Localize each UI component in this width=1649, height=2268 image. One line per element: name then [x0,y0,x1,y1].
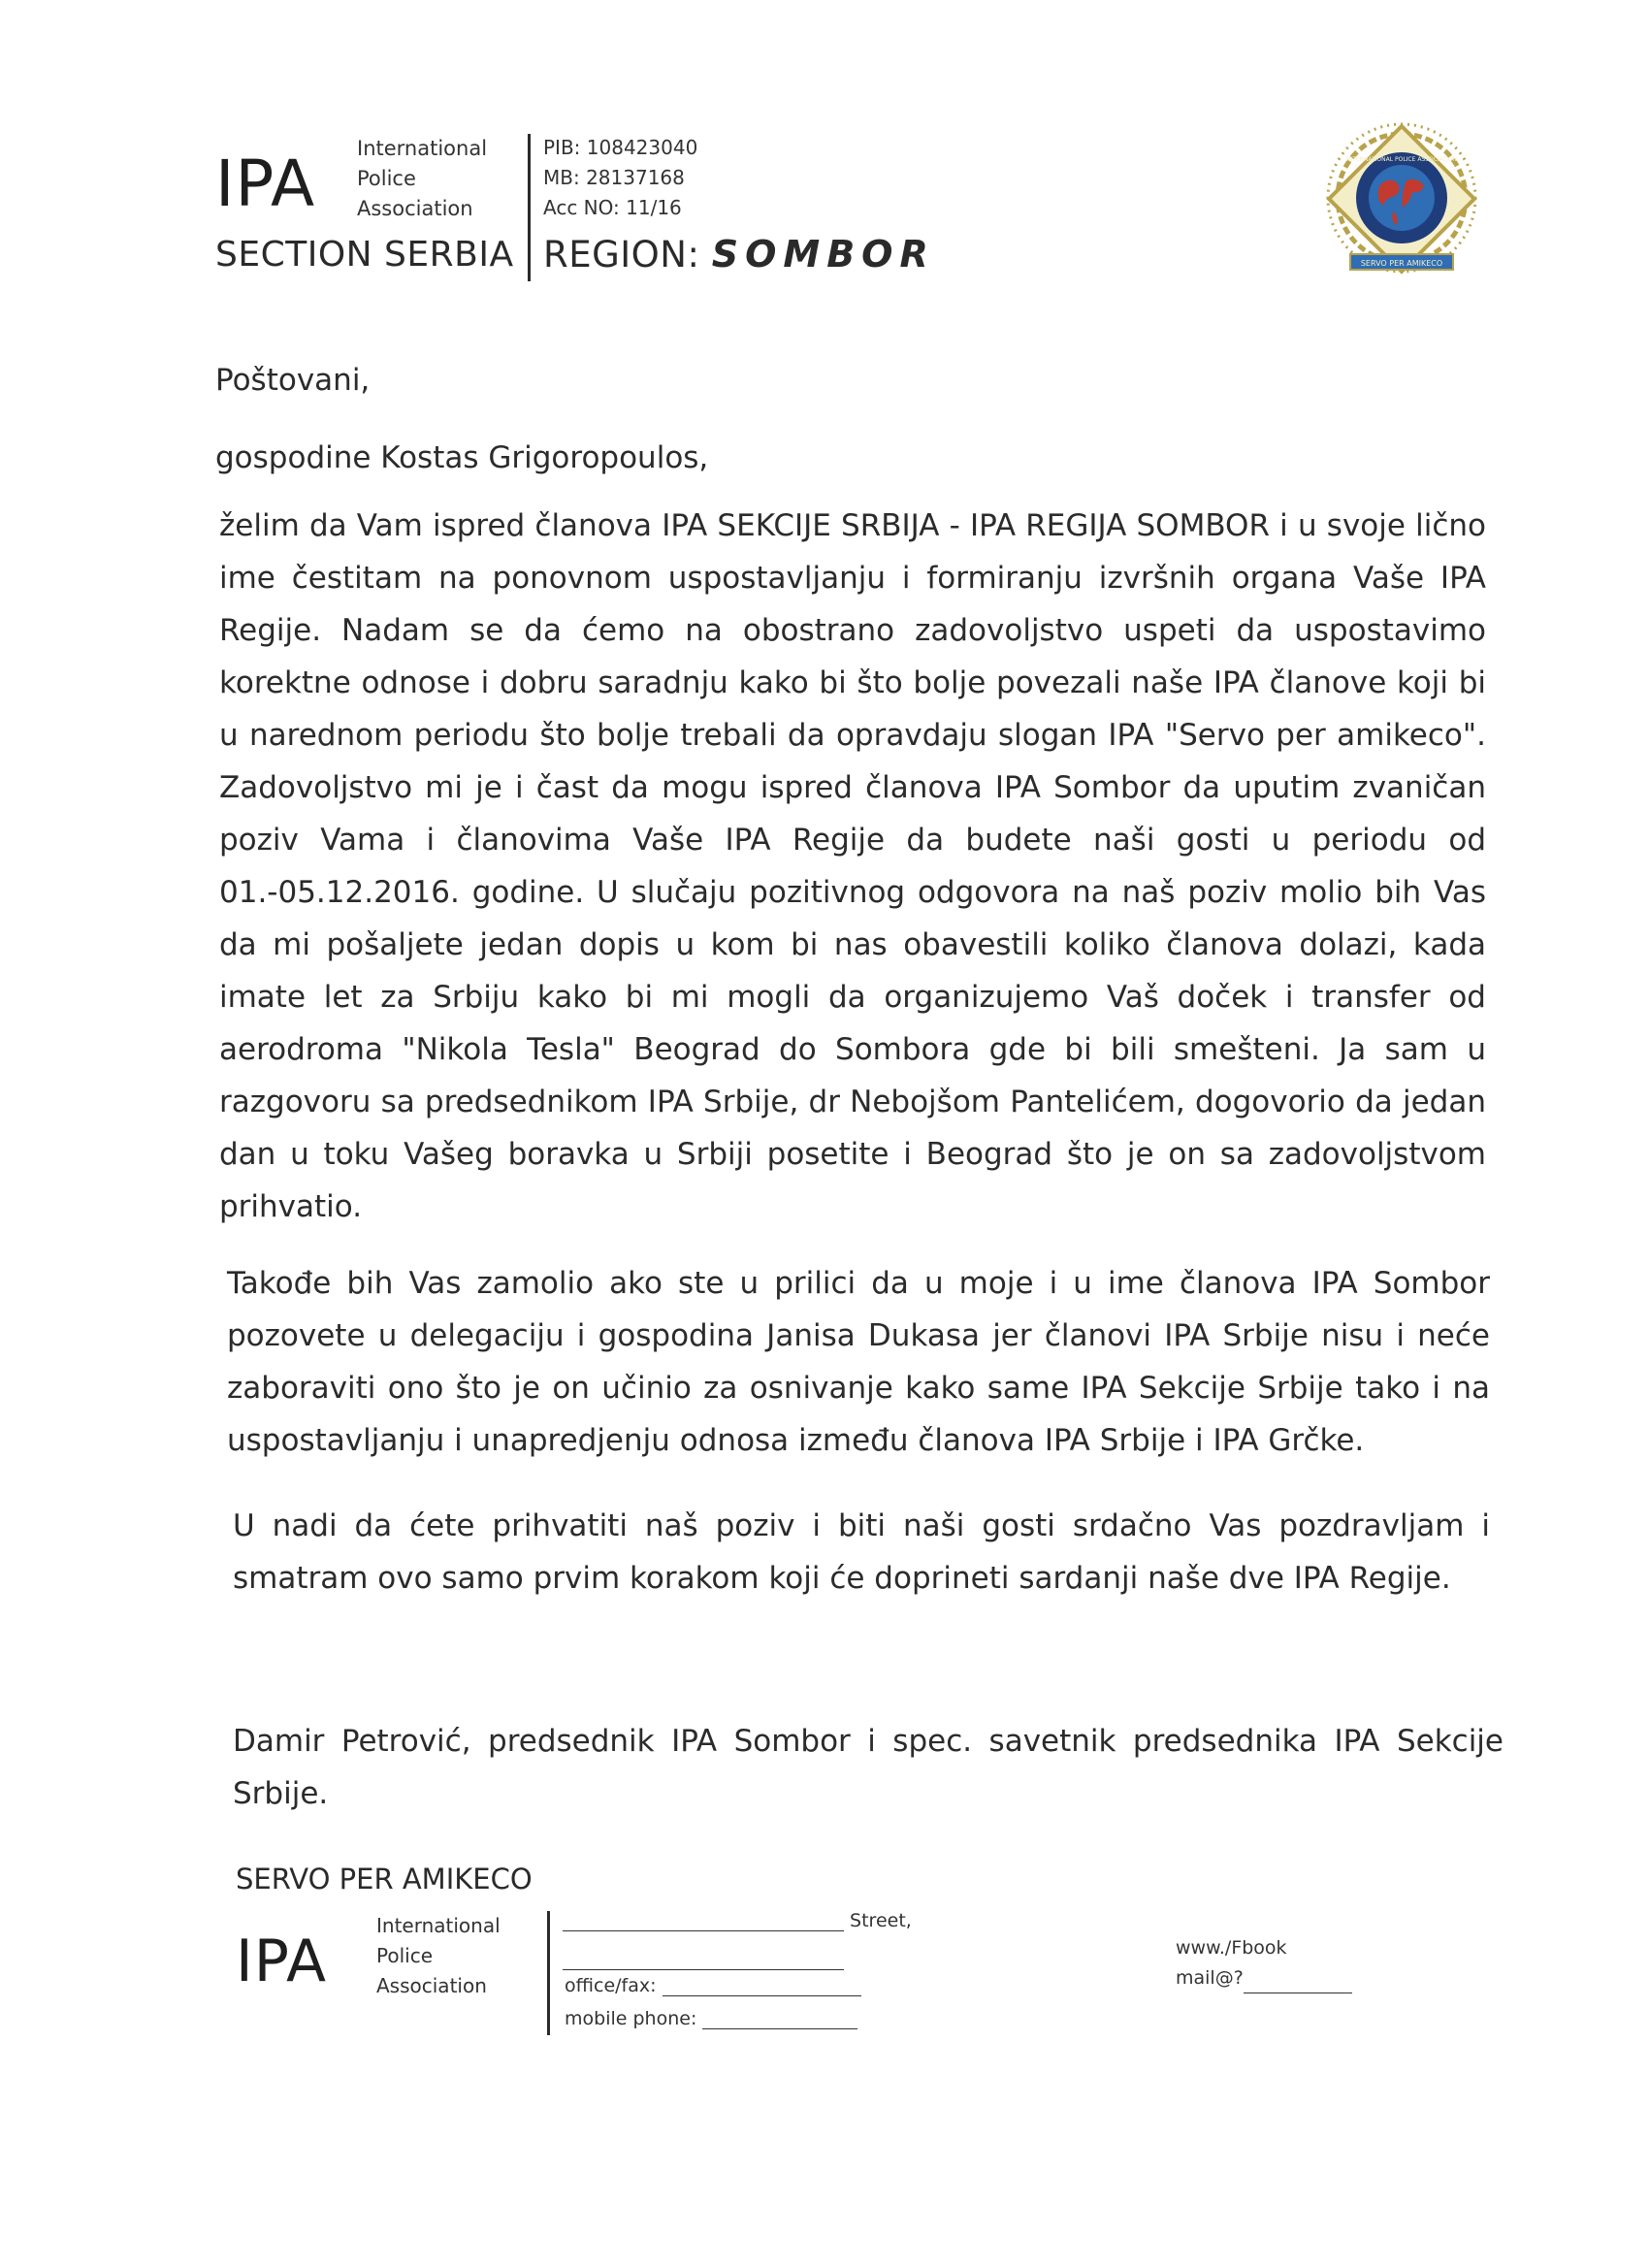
footer-office-row [565,1975,861,1996]
acc-number: Acc NO: 11/16 [543,196,682,219]
web-fbook-label: www./Fbook [1176,1937,1287,1959]
registration-ids [543,133,697,223]
paragraph-delegation: Takođe bih Vas zamolio ako ste u prilici da u moje i u ime članova IPA Sombor pozovete u delegaciju i gospodina Janisa Dukasa jer članovi IPA Srbije nisu i neće zaboraviti ono što je on učinio za osnivanje kako same IPA Sekcije Srbije tako i na uspostavljanju i unapredjenju odnosa između članova IPA Srbije i IPA Grčke. [227,1266,1490,1458]
mb-number: MB: 28137168 [543,166,685,189]
footer-web-block [1176,1933,1352,1993]
salutation: Poštovani, [215,363,371,398]
mail-row [1176,1963,1352,1993]
signature-line: Damir Petrović, predsednik IPA Sombor i spec. savetnik predsednika IPA Sekcije Srbije. [233,1724,1504,1811]
region-city: SOMBOR [711,233,935,275]
mail-label: mail@? [1176,1967,1244,1989]
footer-org-name-block [376,1911,501,2001]
pib-number: PIB: 108423040 [543,136,698,159]
region-label: REGION: [543,234,700,275]
emblem-banner: SERVO PER AMIKECO [1360,259,1443,268]
street-blank [563,1909,844,1931]
paragraph-main: želim da Vam ispred članova IPA SEKCIJE SRBIJA - IPA REGIJA SOMBOR i u svoje lično ime čestitam na ponovnom uspostavljanju i formiranju izvršnih organa Vaše IPA Regije. Nadam se da ćemo na obostrano zadovoljstvo uspeti da uspostavimo korektne odnose i dobru saradnju kako bi što bolje povezali naše IPA članove koji bi u narednom periodu što bolje trebali da opravdaju slogan IPA "Servo per amikeco". Zadovoljstvo mi je i čast da mogu ispred članova IPA Sombor da uputim zvaničan poziv Vama i članovima Vaše IPA Regije da budete naši gosti u periodu od 01.-05.12.2016. godine. U slučaju pozitivnog odgovora na naš poziv molio bih Vas da mi pošaljete jedan dopis u kom bi nas obavestili koliko članova dolazi, kada imate let za Srbiju kako bi mi mogli da organizujemo Vaš doček i transfer od aerodroma "Nikola Tesla" Beograd do Sombora gde bi bili smešteni. Ja sam u razgovoru sa predsednikom IPA Srbije, dr Nebojšom Pantelićem, dogovorio da jedan dan u toku Vašeg boravka u Srbiji posetite i Beograd što je on sa zadovoljstvom prihvatio. [219,508,1486,1224]
footer-org-line-police: Police [376,1944,433,1967]
ipa-emblem-icon [1311,122,1492,283]
header-divider [528,134,531,281]
footer-org-line-international: International [376,1914,501,1937]
footer-address-blank-row [563,1952,844,1970]
footer-street-row [563,1909,912,1931]
org-name-block [357,134,487,224]
region-heading [543,233,935,275]
footer-mobile-row [565,2008,857,2029]
org-line-association: Association [357,197,473,220]
addressee: gospodine Kostas Grigoropoulos, [215,440,709,475]
address-blank [563,1960,844,1970]
mobile-phone-label: mobile phone: [565,2008,697,2029]
emblem-ring-text: INTERNATIONAL POLICE ASSOCIATION [1345,156,1458,163]
footer-motto: SERVO PER AMIKECO [236,1863,533,1895]
street-label: Street, [850,1910,912,1931]
footer-ipa-logo-text: IPA [236,1928,328,1995]
office-fax-blank [663,1976,861,1996]
org-line-international: International [357,137,488,160]
footer-divider [547,1911,550,2035]
paragraph-closing: U nadi da ćete prihvatiti naš poziv i biti naši gosti srdačno Vas pozdravljam i smatram ovo samo prvim korakom koji će doprineti sardanji naše dve IPA Regije. [233,1508,1490,1596]
office-fax-label: office/fax: [565,1975,657,1996]
footer-org-line-association: Association [376,1974,487,1997]
org-line-police: Police [357,167,416,190]
mail-blank [1244,1973,1352,1993]
ipa-logo-text: IPA [215,146,316,221]
mobile-phone-blank [702,2009,857,2029]
ipa-emblem [1311,122,1492,283]
section-serbia-label: SECTION SERBIA [215,235,514,275]
